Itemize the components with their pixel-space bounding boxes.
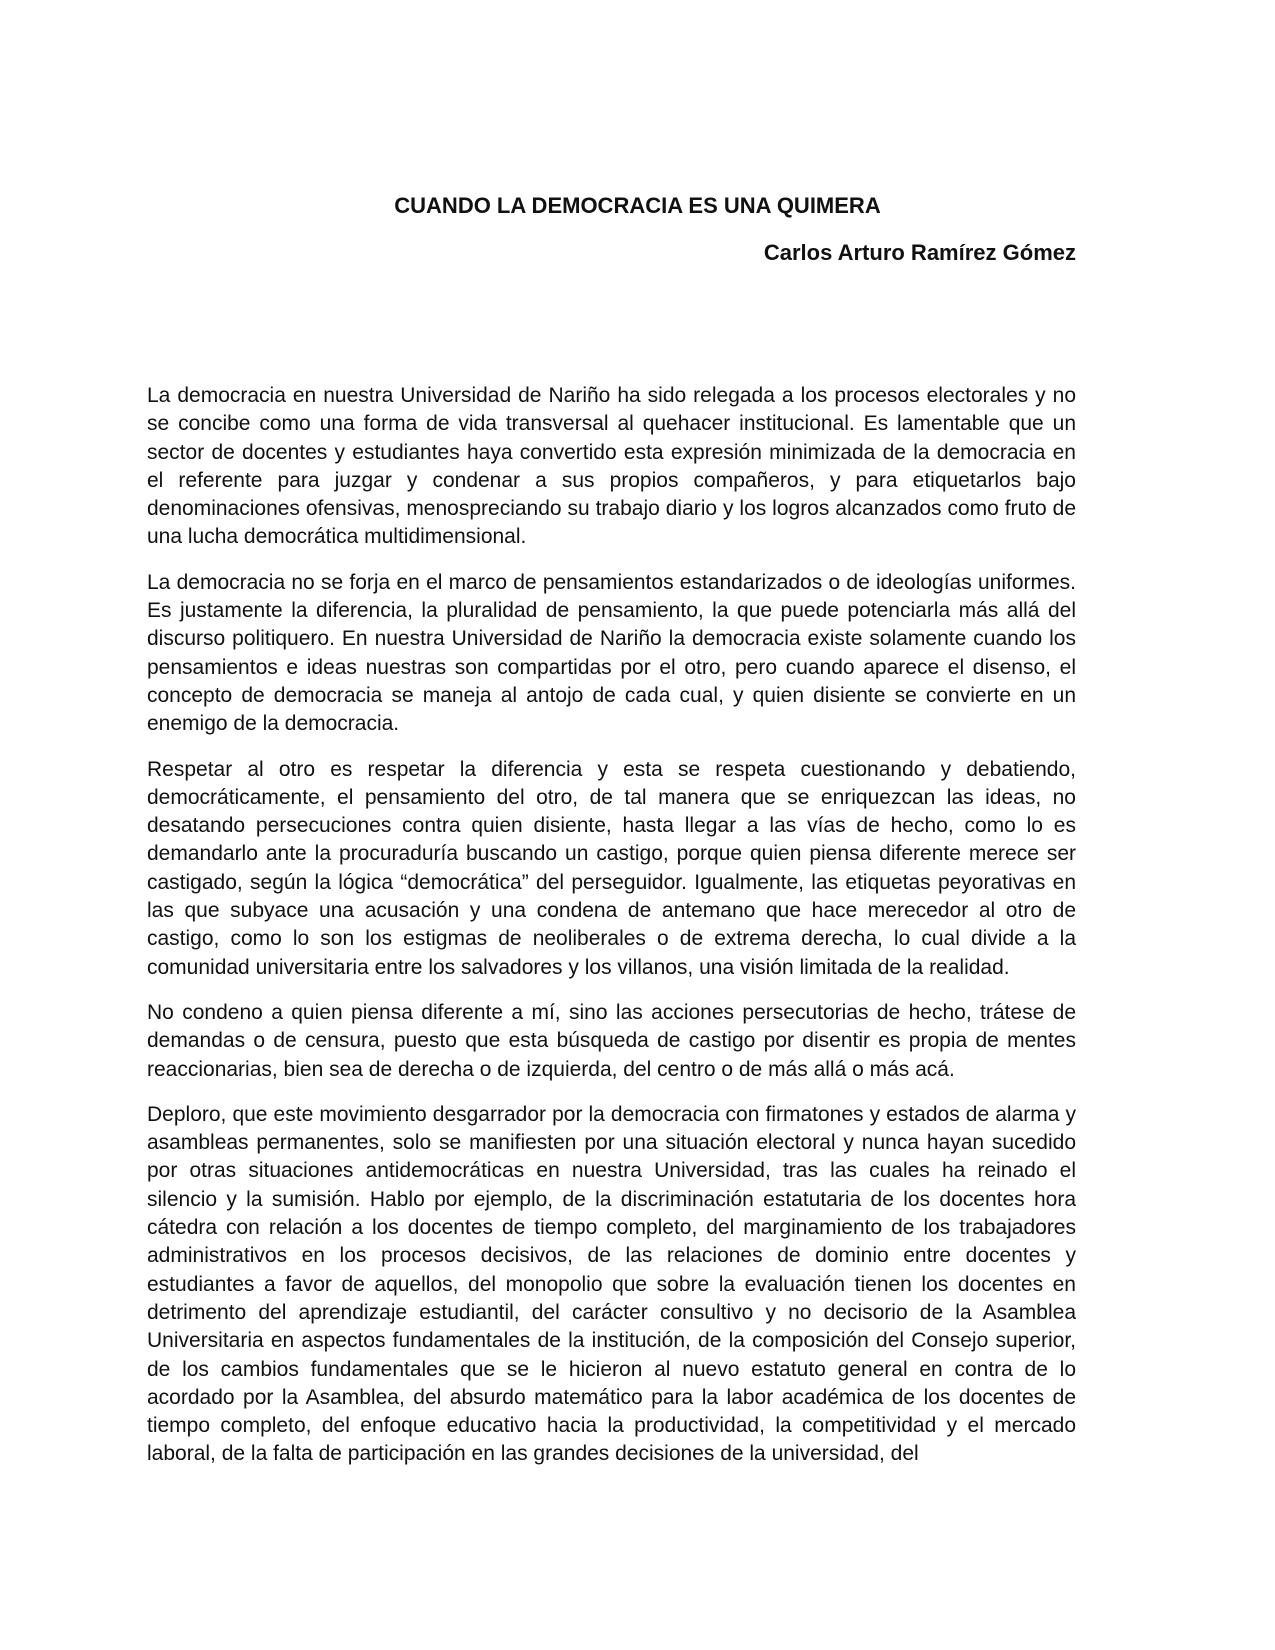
paragraph-3: Respetar al otro es respetar la diferencia y esta se respeta cuestionando y debatiendo, democráticamente, el pensamiento del otro, de tal manera que se enriquezcan las ideas, no desatando persecuciones contra quien disiente, hasta llegar a las vías de hecho, como lo es demandarlo ante la procuraduría buscando un castigo, porque quien piensa diferente merece ser castigado, según la lógica “democrática” del perseguidor. Igualmente, las etiquetas peyorativas en las que subyace una acusación y una condena de antemano que hace merecedor al otro de castigo, como lo son los estigmas de neoliberales o de extrema derecha, lo cual divide a la comunidad universitaria entre los salvadores y los villanos, una visión limitada de la realidad. <box>147 757 1076 979</box>
paragraph-5: Deploro, que este movimiento desgarrador por la democracia con firmatones y estados de alarma y asambleas permanentes, solo se manifiesten por una situación electoral y nunca hayan sucedido por otras situaciones antidemocráticas en nuestra Universidad, tras las cuales ha reinado el silencio y la sumisión. Hablo por ejemplo, de la discriminación estatutaria de los docentes hora cátedra con relación a los docentes de tiempo completo, del marginamiento de los trabajadores administrativos en los procesos decisivos, de las relaciones de dominio entre docentes y estudiantes a favor de aquellos, del monopolio que sobre la evaluación tienen los docentes en detrimento del aprendizaje estudiantil, del carácter consultivo y no decisorio de la Asamblea Universitaria en aspectos fundamentales de la institución, de la composición del Consejo superior, de los cambios fundamentales que se le hicieron al nuevo estatuto general en contra de lo acordado por la Asamblea, del absurdo matemático para la labor académica de los docentes de tiempo completo, del enfoque educativo hacia la productividad, la competitividad y el mercado laboral, de la falta de participación en las grandes decisiones de la universidad, del <box>147 1102 1076 1466</box>
paragraph-4: No condeno a quien piensa diferente a mí, sino las acciones persecutorias de hecho, trátese de demandas o de censura, puesto que esta búsqueda de castigo por disentir es propia de mentes reaccionarias, bien sea de derecha o de izquierda, del centro o de más allá o más acá. <box>147 1000 1076 1081</box>
paragraph-1: La democracia en nuestra Universidad de Nariño ha sido relegada a los procesos electorales y no se concibe como una forma de vida transversal al quehacer institucional. Es lamentable que un sector de docentes y estudiantes haya convertido esta expresión minimizada de la democracia en el referente para juzgar y condenar a sus propios compañeros, y para etiquetarlos bajo denominaciones ofensivas, menospreciando su trabajo diario y los logros alcanzados como fruto de una lucha democrática multidimensional. <box>147 384 1076 549</box>
document-title: CUANDO LA DEMOCRACIA ES UNA QUIMERA <box>394 193 881 218</box>
author-name: Carlos Arturo Ramírez Gómez <box>763 240 1076 265</box>
paragraph-2: La democracia no se forja en el marco de pensamientos estandarizados o de ideologías uniformes. Es justamente la diferencia, la pluralidad de pensamiento, la que puede potenciarla más allá del discurso politiquero. En nuestra Universidad de Nariño la democracia existe solamente cuando los pensamientos e ideas nuestras son compartidas por el otro, pero cuando aparece el disenso, el concepto de democracia se maneja al antojo de cada cual, y quien disiente se convierte en un enemigo de la democracia. <box>147 570 1076 736</box>
document-body <box>147 382 1076 1486</box>
